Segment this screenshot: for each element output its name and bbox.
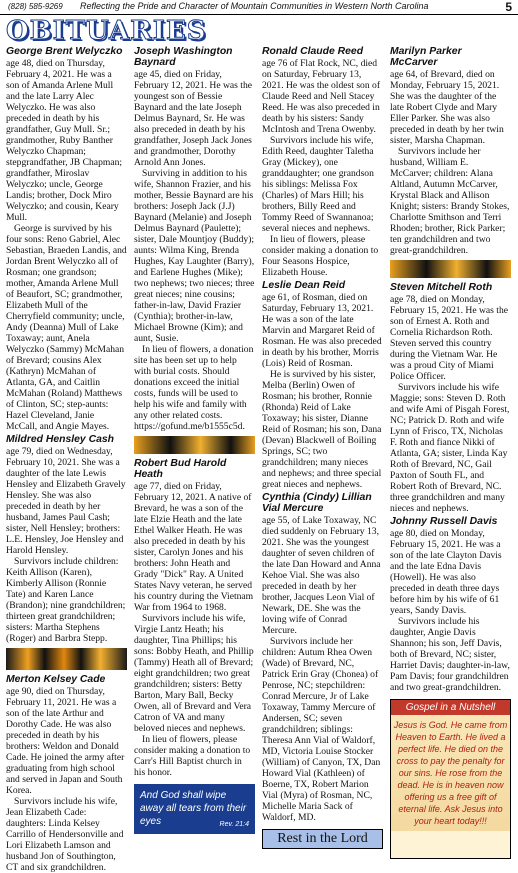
obituary-text: Survivors include her husband, William E. McCarver; children: Alana Altland, Autumn McCarver, Krystal Black and Allison Knight; sisters: Brandy Stokes, Charlotte Smithson and Terri Rhoden; brother, Rick Parker; ten grandchildren and two great-grandchildren. — [390, 146, 510, 256]
page-number: 5 — [505, 0, 512, 14]
obituary-name: Joseph Washington Baynard — [134, 46, 233, 68]
obituary-text: age 90, died on Thursday, February 11, 2021. He was a son of the late Arthur and Dorothy Cade. He was also preceded in death by his brothers: Weldon and Donald Cade. He joined the army after graduating from high school and served in Japan and South Korea. — [6, 686, 125, 796]
phone-number: (828) 585-9269 — [8, 2, 63, 11]
column-2 — [134, 44, 255, 834]
obituary-name: Mildred Hensley Cash — [6, 434, 114, 445]
obituary-text: age 80, died on Monday, February 15, 2021. He was a son of the late Clayton Davis and the late Edna Davis (Howell). He was also preceded in death three days before him by his wife of 61 years, Sandy Davis. — [390, 528, 502, 616]
gospel-title: Gospel in a Nutshell — [391, 700, 510, 715]
page-header — [0, 0, 518, 15]
obituary-text: age 64, of Brevard, died on Monday, February 15, 2021. She was the daughter of the late Robert Clyde and Mary Eller Parker. She was also preceded in death by her twin sister, Marsha Chapman. — [390, 69, 504, 146]
obituary-text: Survivors include his wife, Jean Elizabeth Cade: daughters: Linda Kelsey Carrillo of Hendersonville and Lori Elizabeth Lamson and husband Jon of Southington, CT and six grandchildren. — [6, 796, 124, 873]
rest-banner: Rest in the Lord — [262, 829, 383, 849]
gospel-text: Jesus is God. He came from Heaven to Earth. He lived a perfect life. He died on the cross to pay the penalty for our sins. He rose from the dead. He is in heaven now offering us a free gift of eternal life. Ask Jesus into your heart today!!! — [391, 715, 510, 831]
obituary-text: age 76 of Flat Rock, NC, died on Saturday, February 13, 2021. He was the oldest son of Claude Reed and Nell Stacey Reed. He was also preceded in death by his sisters: Sandy McIntosh and Trena Owenby. — [262, 58, 381, 135]
obituary-text: In lieu of flowers, a donation site has been set up to help with burial costs. Should donations exceed the initial costs, funds will be used to help his wife and family with any other related costs. https://gofund.me/b1555c5d. — [134, 344, 254, 432]
section-title: OBITUARIES — [6, 16, 207, 46]
obituary-text: Survivors include her children: Autum Rhea Owen (Wade) of Brevard, NC, Patrick Erin Gray (Chonea) of Penrose, NC; stepchildren: Conrad Mercure, Jr of Lake Toxaway, Tammy Mercure of Andersen, SC; seven grandchildren; siblings: Theresa Ann Vial of Waldorf, MD, Victoria Louise Stocker (William) of Canyon, TX, Dan Howard Vial (Kathleen) of Boerne, TX, Robert Marion Vial (Myra) of Rosman, NC, Michelle Maria Sack of Waldorf, MD. — [262, 636, 381, 823]
obituary-name: Robert Bud Harold Heath — [134, 458, 227, 480]
obituary-text: Survivors include his wife, Virgie Lantz Heath; his daughter, Tina Phillips; his sons: Bobby Heath, and Phillip (Tammy) Heath all of Brevard; eight grandchildren; two great grandchildren; sisters: Betty Barton, Mary Ball, Becky Owen, all of Brevard and Vera Catron of VA and many beloved nieces and nephews. — [134, 613, 254, 734]
obituary-name: Johnny Russell Davis — [390, 516, 498, 527]
obituary-name: Steven Mitchell Roth — [390, 282, 493, 293]
gospel-box — [390, 699, 511, 859]
obituary-text: age 61, of Rosman, died on Saturday, February 13, 2021. He was a son of the late Marvin and Margaret Reid of Rosman. He was also preceded in death by his brother, Morris (Lois) Reid of Rosman. — [262, 292, 382, 369]
obituary-text: Surviving in addition to his wife, Shannon Frazier, and his mother, Bessie Baynard are his brothers: Joseph Jack (J.J) Baynard (Melanie) and Joseph Delmus Baynard (Paulette); sister, Dale Mountjoy (Buddy); aunts: Wilma King, Brenda Hughes, Kay Laughter (Barry), and Earlene Hughes (Mike); two nephews; two nieces; three great nieces; nine cousins; father-in-law, David Frazier (Cynthia); brother-in-law, Michael Browne (Kim); and aunt, Susie. — [134, 168, 255, 344]
obituary-text: George is survived by his four sons: Reno Gabriel, Alec Sebastian, Braeden Landis, and Jordan Brent Welyczko all of Rosman; one grandson; mother, Amanda Arlene Mull of Beaufort, SC; grandmother, Elizabeth Mull of the Cherryfield community; uncle, Andy (Deanna) Mull of Lake Toxaway; aunt, Anela Welyczko (Sammy) McMahan of Brevard; cousins Alex (Kathryn) McMahan of Atlanta, GA, and Caitlin McMahan (Roland) Matthews of Clinton, SC; step-aunts: Hazel Cleveland, Janie McCall, and Angie Mayes. — [6, 223, 127, 432]
column-4 — [390, 44, 511, 859]
obituary-text: age 48, died on Thursday, February 4, 2021. He was a son of Amanda Arlene Mull and the late Larry Alec Welyczko. He was also preceded in death by his grandfather, Guy Mull. Sr.; grandmother, Ruby Banther Welyczko Chapman; stepgrandfather, JB Chapman; grandfather, Miroslav Welyczko; uncle, George Landis; brother, Dock Miro Welyczko; and cousin, Keary Mull. — [6, 58, 123, 223]
obituary-text: Survivors include children: Keith Allison (Karen), Kimberly Allison (Ronnie Tate) and Karen Lance (Brandon); nine grandchildren; thirteen great grandchildren; sisters: Martha Stephens (Roger) and Barbra Stepp. — [6, 556, 126, 644]
verse-text: And God shall wipe away all tears from their eyes — [140, 790, 247, 827]
obituary-text: In lieu of flowers, please consider making a donation to Carr's Hill Baptist church in his honor. — [134, 734, 251, 778]
obituary-text: age 77, died on Friday, February 12, 2021. A native of Brevard, he was a son of the late Elzie Heath and the late Ethel Walker Heath. He was also preceded in death by his sister, Carolyn Jones and his brothers: John Heath and Grady "Dick" Ray. A United States Navy veteran, he served his country during the Vietnam War from 1964 to 1968. — [134, 481, 254, 613]
obituary-text: age 79, died on Wednesday, February 10, 2021. She was a daughter of the late Lewis Hensley and Elizabeth Gravely Hensley. She was also preceded in death by her husband, James Paul Cash; sister, Nell Hensley; brothers: L.E. Hensley, Joe Hensley and Harold Hensley. — [6, 446, 126, 556]
column-1 — [6, 44, 127, 873]
sunset-image — [134, 436, 255, 454]
verse-reference: Rev. 21:4 — [219, 821, 249, 828]
verse-banner — [134, 784, 255, 834]
obituary-name: Ronald Claude Reed — [262, 46, 364, 57]
obituary-name: Merton Kelsey Cade — [6, 674, 106, 685]
obituary-text: age 55, of Lake Toxaway, NC died suddenly on February 13, 2021. She was the youngest daughter of seven children of the late Dan Howard and Anna Kehoe Vial. She was also preceded in death by her brother, Jacques Leon Vial of Newark, DE. She was the loving wife of Conrad Mercure. — [262, 515, 381, 636]
obituary-name: Cynthia (Cindy) Lillian Vial Mercure — [262, 492, 372, 514]
obituary-text: age 45, died on Friday, February 12, 2021. He was the youngest son of Bessie Baynard and the late Joseph Delmus Baynard, Sr. He was also preceded in death by his grandfather, Joseph Jack Jones and grandmother, Dorothy Arnold Ann Jones. — [134, 69, 253, 168]
column-3 — [262, 44, 383, 849]
tagline: Reflecting the Pride and Character of Mountain Communities in Western North Carolina — [80, 1, 429, 11]
obituary-text: In lieu of flowers, please consider making a donation to Four Seasons Hospice, Elizabeth House. — [262, 234, 379, 278]
sunset-image — [390, 260, 511, 278]
obituary-name: George Brent Welyczko — [6, 46, 123, 57]
obituary-text: Survivors include his wife Maggie; sons: Steven D. Roth and wife Ami of Pisgah Forest, NC; Patrick D. Roth and wife Lynn of Frisco, TX, Nicholas F. Roth and fiance Nikki of Atlanta, GA; sister, Linda Kay Roth of Brevard, NC, Gail Paxton of South FL, and Robert Roth of Brevard, NC. three grandchildren and many nieces and nephews. — [390, 382, 510, 514]
obituary-text: Survivors include his daughter, Angie Davis Shannon; his son, Jeff Davis, both of Brevard, NC; sister, Harriet Davis; daughter-in-law, Pam Davis; four grandchildren and two great-grandchildren. — [390, 616, 510, 693]
sunset-image — [6, 648, 127, 670]
obituary-name: Marilyn Parker McCarver — [390, 46, 462, 68]
obituary-text: age 78, died on Monday, February 15, 2021. He was the son of Ernest A. Roth and Cornelia Richardson Roth. Steven served this country during the Vietnam War. He was a proud City of Miami Police Officer. — [390, 294, 509, 382]
obituary-text: He is survived by his sister, Melba (Berlin) Owen of Rosman; his brother, Ronnie (Rhonda) Reid of Lake Toxaway; his sister, Dianne Reid of Rosman; his son, Dana (Devan) Blackwell of Boiling Springs, SC; two grandchildren; many nieces and nephews; and three special great nieces and nephews. — [262, 369, 382, 490]
obituary-name: Leslie Dean Reid — [262, 280, 346, 291]
obituary-text: Survivors include his wife, Edith Reed, daughter Taletha Gray (Mickey), one granddaughter; one grandson his siblings: Melissa Fox (Charles) of Mars Hill; his brothers, Billy Reed and Tommy Reed of Swannanoa; several nieces and nephews. — [262, 135, 374, 234]
